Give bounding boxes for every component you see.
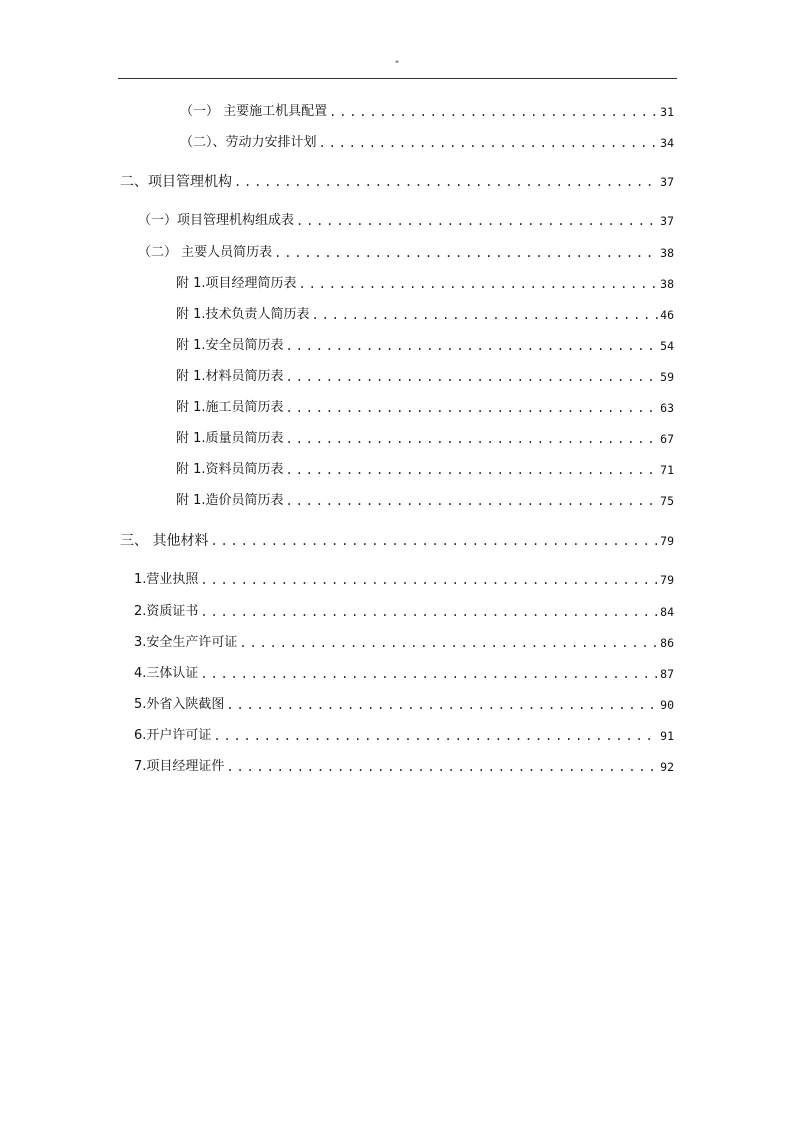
toc-entry[interactable]	[120, 531, 674, 551]
toc-entry-label: 附 1.项目经理简历表	[176, 276, 297, 291]
toc-entry[interactable]	[176, 336, 674, 356]
toc-leader	[299, 274, 659, 294]
toc-entry[interactable]	[176, 274, 674, 294]
toc-entry[interactable]	[176, 305, 674, 325]
toc-entry-label: 5.外省入陕截图	[134, 697, 225, 712]
toc-leader	[286, 429, 659, 449]
toc-leader	[312, 305, 659, 325]
toc-leader	[286, 367, 659, 387]
toc-page-number: 87	[660, 667, 674, 681]
toc-entry[interactable]	[134, 570, 674, 590]
toc-entry[interactable]	[134, 757, 674, 777]
toc-page-number: 75	[660, 494, 674, 508]
toc-leader	[319, 133, 659, 153]
toc-entry[interactable]	[176, 491, 674, 511]
toc-entry[interactable]	[120, 172, 674, 192]
toc-leader	[286, 398, 659, 418]
toc-entry[interactable]	[134, 726, 674, 746]
toc-entry-label: （二） 主要人员简历表	[138, 245, 273, 260]
toc-page-number: 79	[660, 573, 674, 587]
toc-page-number: 91	[660, 729, 674, 743]
toc-entry-label: 6.开户许可证	[134, 728, 212, 743]
toc-entry[interactable]	[134, 633, 674, 653]
toc-leader	[239, 633, 658, 653]
toc-page-number: 84	[660, 605, 674, 619]
toc-leader	[329, 102, 658, 122]
toc-entry-label: 4.三体认证	[134, 666, 199, 681]
toc-entry-label: 附 1.安全员简历表	[176, 338, 284, 353]
toc-entry-label: （二）、劳动力安排计划	[180, 135, 317, 150]
toc-entry-label: 附 1.材料员简历表	[176, 369, 284, 384]
toc-leader	[286, 491, 659, 511]
toc-entry[interactable]	[134, 602, 674, 622]
toc-entry-label: 二、项目管理机构	[120, 174, 232, 190]
toc-entry[interactable]	[176, 460, 674, 480]
toc-entry-label: 1.营业执照	[134, 572, 199, 587]
toc-page-number: 34	[660, 136, 674, 150]
toc-leader	[226, 695, 658, 715]
toc-entry-label: 附 1.质量员简历表	[176, 431, 284, 446]
toc-entry[interactable]	[134, 695, 674, 715]
toc-entry[interactable]	[176, 429, 674, 449]
header-mark: "	[394, 60, 400, 70]
toc-leader	[286, 460, 659, 480]
toc-page-number: 38	[660, 246, 674, 260]
toc-leader	[200, 570, 658, 590]
toc-entry[interactable]	[138, 243, 674, 263]
toc-leader	[226, 757, 658, 777]
toc-entry[interactable]	[134, 664, 674, 684]
toc-page-number: 37	[660, 214, 674, 228]
toc-entry-label: 附 1.技术负责人简历表	[176, 307, 310, 322]
toc-leader	[210, 531, 658, 551]
toc-page-number: 37	[660, 175, 674, 189]
toc-page-number: 46	[660, 308, 674, 322]
toc-page-number: 79	[660, 534, 674, 548]
toc-entry[interactable]	[180, 102, 674, 122]
toc-page-number: 59	[660, 370, 674, 384]
toc-leader	[200, 602, 658, 622]
toc-leader	[286, 336, 659, 356]
toc-entry-label: 2.资质证书	[134, 604, 199, 619]
toc-entry-label: （一） 主要施工机具配置	[180, 104, 328, 119]
toc-entry-label: 附 1.造价员简历表	[176, 493, 284, 508]
toc-page-number: 31	[660, 105, 674, 119]
toc-page-number: 38	[660, 277, 674, 291]
toc-leader	[274, 243, 658, 263]
toc-page-number: 92	[660, 760, 674, 774]
toc-page-number: 63	[660, 401, 674, 415]
toc-page-number: 54	[660, 339, 674, 353]
toc-page-number: 67	[660, 432, 674, 446]
toc-entry[interactable]	[180, 133, 674, 153]
toc-entry-label: 附 1.资料员简历表	[176, 462, 284, 477]
toc-entry-label: 三、 其他材料	[120, 533, 209, 549]
toc-entry-label: 3.安全生产许可证	[134, 635, 238, 650]
toc-leader	[296, 211, 658, 231]
toc-page-number: 86	[660, 636, 674, 650]
toc-entry-label: 7.项目经理证件	[134, 759, 225, 774]
toc-leader	[200, 664, 658, 684]
toc-entry-label: （一）项目管理机构组成表	[138, 213, 295, 228]
toc-leader	[213, 726, 658, 746]
toc-page-number: 71	[660, 463, 674, 477]
toc-entry-label: 附 1.施工员简历表	[176, 400, 284, 415]
toc-entry[interactable]	[176, 398, 674, 418]
toc-leader	[234, 172, 658, 192]
toc-entry[interactable]	[176, 367, 674, 387]
toc-page-number: 90	[660, 698, 674, 712]
toc-entry[interactable]	[138, 211, 674, 231]
